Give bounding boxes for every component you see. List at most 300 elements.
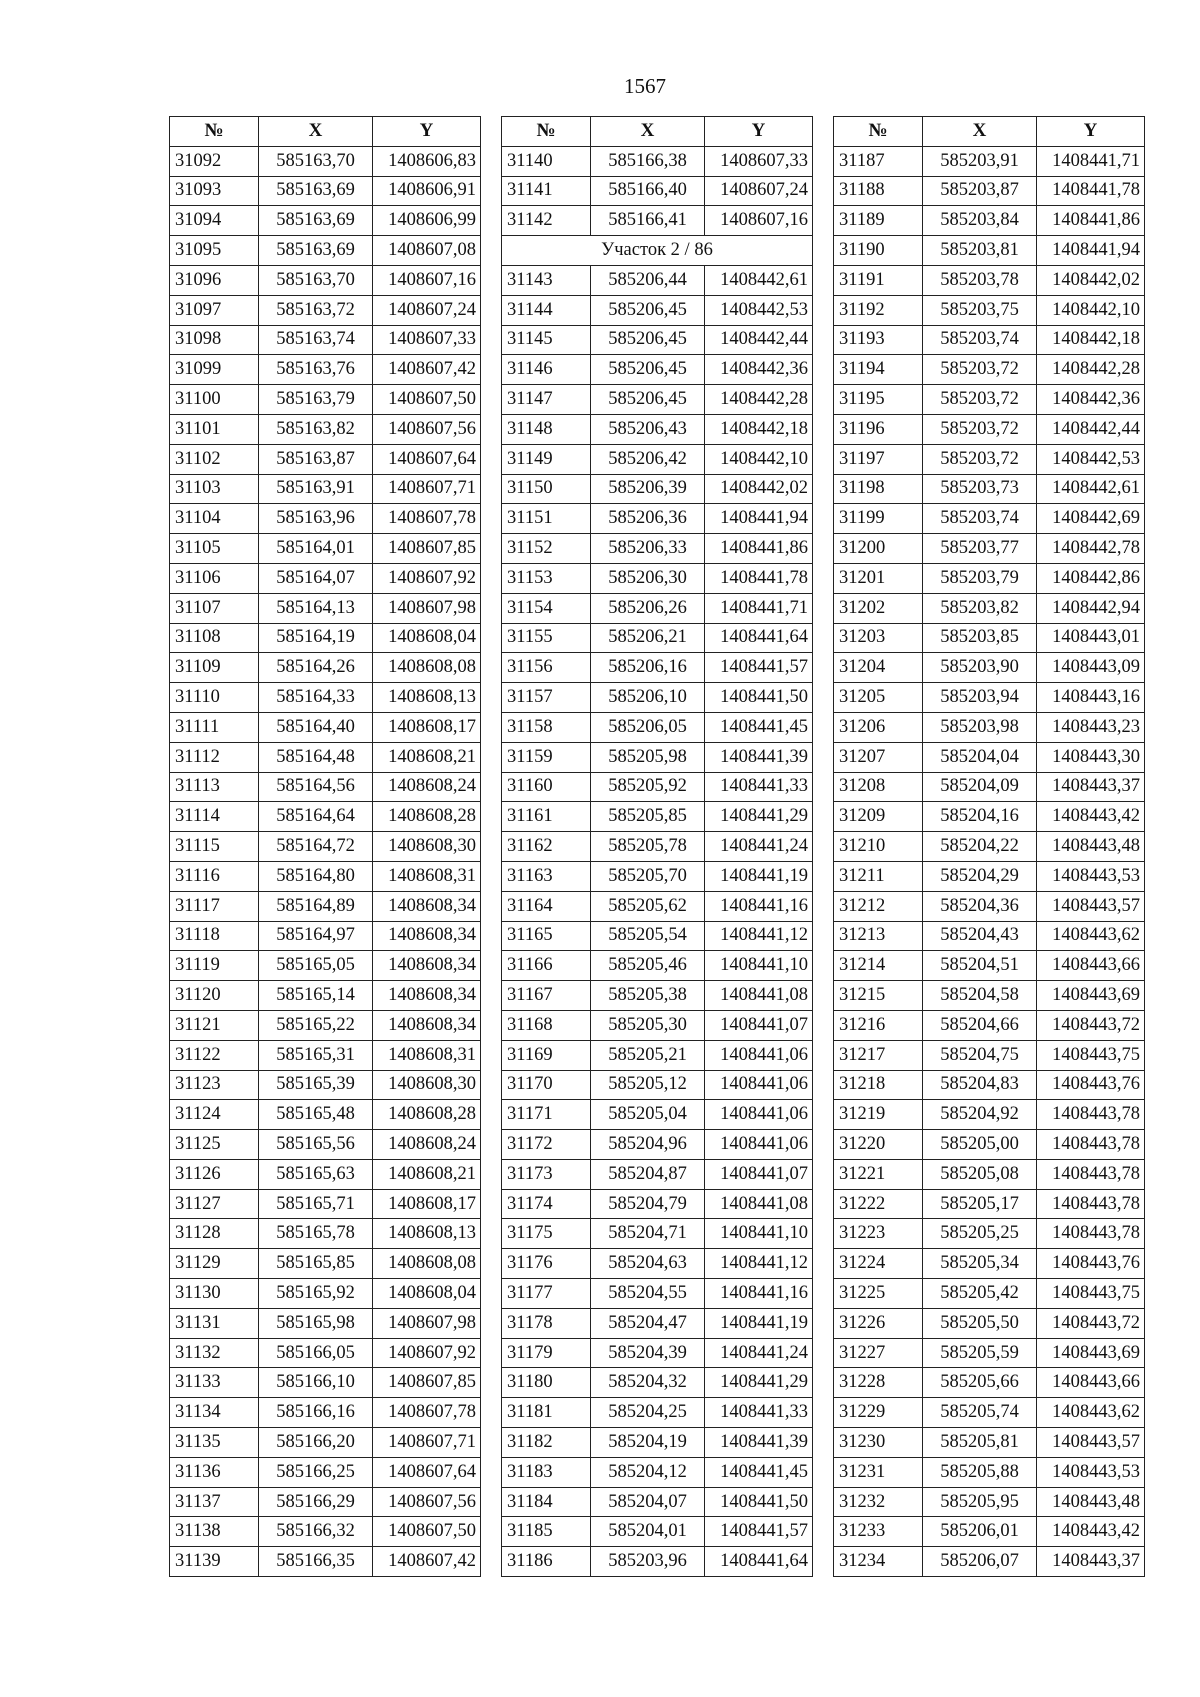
y-coordinate-cell: 1408607,24	[373, 295, 481, 325]
x-coordinate-cell: 585163,69	[259, 176, 373, 206]
y-coordinate-cell: 1408443,48	[1037, 832, 1145, 862]
x-coordinate-cell: 585206,16	[591, 653, 705, 683]
y-coordinate-cell: 1408441,45	[705, 1457, 813, 1487]
table-row	[170, 1189, 481, 1219]
x-coordinate-cell: 585203,91	[923, 146, 1037, 176]
y-coordinate-cell: 1408607,16	[373, 265, 481, 295]
table-row	[170, 1428, 481, 1458]
point-number-cell: 31096	[170, 265, 259, 295]
section-title: Участок 2 / 86	[502, 236, 813, 266]
x-coordinate-cell: 585204,16	[923, 802, 1037, 832]
point-number-cell: 31204	[834, 653, 923, 683]
y-coordinate-cell: 1408443,62	[1037, 921, 1145, 951]
y-coordinate-cell: 1408608,21	[373, 742, 481, 772]
y-coordinate-cell: 1408441,86	[705, 534, 813, 564]
table-row	[170, 414, 481, 444]
column-header-x: X	[923, 117, 1037, 147]
x-coordinate-cell: 585163,70	[259, 265, 373, 295]
x-coordinate-cell: 585204,32	[591, 1368, 705, 1398]
x-coordinate-cell: 585165,14	[259, 981, 373, 1011]
x-coordinate-cell: 585203,84	[923, 206, 1037, 236]
point-number-cell: 31149	[502, 444, 591, 474]
point-number-cell: 31151	[502, 504, 591, 534]
point-number-cell: 31100	[170, 385, 259, 415]
x-coordinate-cell: 585164,72	[259, 832, 373, 862]
table-row	[170, 504, 481, 534]
table-row	[502, 206, 813, 236]
point-number-cell: 31108	[170, 623, 259, 653]
y-coordinate-cell: 1408441,10	[705, 1219, 813, 1249]
table-row	[170, 325, 481, 355]
table-row	[502, 742, 813, 772]
y-coordinate-cell: 1408441,24	[705, 832, 813, 862]
x-coordinate-cell: 585204,47	[591, 1308, 705, 1338]
point-number-cell: 31205	[834, 683, 923, 713]
table-row	[502, 1547, 813, 1577]
point-number-cell: 31189	[834, 206, 923, 236]
x-coordinate-cell: 585203,73	[923, 474, 1037, 504]
point-number-cell: 31209	[834, 802, 923, 832]
table-row	[170, 1308, 481, 1338]
point-number-cell: 31222	[834, 1189, 923, 1219]
point-number-cell: 31103	[170, 474, 259, 504]
x-coordinate-cell: 585206,07	[923, 1547, 1037, 1577]
point-number-cell: 31143	[502, 265, 591, 295]
y-coordinate-cell: 1408441,39	[705, 1428, 813, 1458]
point-number-cell: 31201	[834, 563, 923, 593]
x-coordinate-cell: 585205,25	[923, 1219, 1037, 1249]
point-number-cell: 31102	[170, 444, 259, 474]
point-number-cell: 31226	[834, 1308, 923, 1338]
x-coordinate-cell: 585205,38	[591, 981, 705, 1011]
x-coordinate-cell: 585206,36	[591, 504, 705, 534]
x-coordinate-cell: 585163,82	[259, 414, 373, 444]
x-coordinate-cell: 585206,45	[591, 295, 705, 325]
table-row	[170, 1487, 481, 1517]
table-row	[834, 683, 1145, 713]
point-number-cell: 31219	[834, 1100, 923, 1130]
point-number-cell: 31233	[834, 1517, 923, 1547]
table-row	[170, 146, 481, 176]
y-coordinate-cell: 1408608,17	[373, 1189, 481, 1219]
point-number-cell: 31112	[170, 742, 259, 772]
x-coordinate-cell: 585204,07	[591, 1487, 705, 1517]
x-coordinate-cell: 585205,66	[923, 1368, 1037, 1398]
y-coordinate-cell: 1408441,24	[705, 1338, 813, 1368]
point-number-cell: 31134	[170, 1398, 259, 1428]
table-row	[170, 176, 481, 206]
point-number-cell: 31186	[502, 1547, 591, 1577]
table-row	[170, 1249, 481, 1279]
y-coordinate-cell: 1408441,57	[705, 1517, 813, 1547]
y-coordinate-cell: 1408443,78	[1037, 1219, 1145, 1249]
table-row	[502, 712, 813, 742]
point-number-cell: 31166	[502, 951, 591, 981]
y-coordinate-cell: 1408441,64	[705, 623, 813, 653]
x-coordinate-cell: 585203,72	[923, 414, 1037, 444]
y-coordinate-cell: 1408443,42	[1037, 802, 1145, 832]
point-number-cell: 31194	[834, 355, 923, 385]
x-coordinate-cell: 585206,45	[591, 355, 705, 385]
table-row	[834, 414, 1145, 444]
point-number-cell: 31227	[834, 1338, 923, 1368]
x-coordinate-cell: 585203,82	[923, 593, 1037, 623]
y-coordinate-cell: 1408442,02	[705, 474, 813, 504]
y-coordinate-cell: 1408443,72	[1037, 1308, 1145, 1338]
point-number-cell: 31107	[170, 593, 259, 623]
table-row	[834, 742, 1145, 772]
point-number-cell: 31115	[170, 832, 259, 862]
y-coordinate-cell: 1408607,85	[373, 534, 481, 564]
y-coordinate-cell: 1408607,78	[373, 504, 481, 534]
table-row	[170, 474, 481, 504]
y-coordinate-cell: 1408441,39	[705, 742, 813, 772]
y-coordinate-cell: 1408608,13	[373, 683, 481, 713]
point-number-cell: 31181	[502, 1398, 591, 1428]
x-coordinate-cell: 585205,21	[591, 1040, 705, 1070]
x-coordinate-cell: 585205,88	[923, 1457, 1037, 1487]
point-number-cell: 31119	[170, 951, 259, 981]
y-coordinate-cell: 1408441,06	[705, 1070, 813, 1100]
table-row	[834, 802, 1145, 832]
x-coordinate-cell: 585166,40	[591, 176, 705, 206]
point-number-cell: 31224	[834, 1249, 923, 1279]
point-number-cell: 31216	[834, 1010, 923, 1040]
point-number-cell: 31138	[170, 1517, 259, 1547]
table-row	[170, 623, 481, 653]
y-coordinate-cell: 1408442,10	[1037, 295, 1145, 325]
x-coordinate-cell: 585166,20	[259, 1428, 373, 1458]
x-coordinate-cell: 585203,77	[923, 534, 1037, 564]
table-row	[170, 593, 481, 623]
y-coordinate-cell: 1408441,08	[705, 981, 813, 1011]
y-coordinate-cell: 1408441,16	[705, 891, 813, 921]
y-coordinate-cell: 1408442,86	[1037, 563, 1145, 593]
table-row	[170, 921, 481, 951]
y-coordinate-cell: 1408443,30	[1037, 742, 1145, 772]
x-coordinate-cell: 585204,36	[923, 891, 1037, 921]
y-coordinate-cell: 1408607,33	[373, 325, 481, 355]
table-row	[834, 563, 1145, 593]
point-number-cell: 31206	[834, 712, 923, 742]
x-coordinate-cell: 585165,56	[259, 1130, 373, 1160]
point-number-cell: 31173	[502, 1159, 591, 1189]
table-row	[502, 563, 813, 593]
point-number-cell: 31099	[170, 355, 259, 385]
table-row	[170, 1368, 481, 1398]
point-number-cell: 31165	[502, 921, 591, 951]
point-number-cell: 31125	[170, 1130, 259, 1160]
y-coordinate-cell: 1408607,64	[373, 1457, 481, 1487]
table-row	[834, 891, 1145, 921]
table-row	[502, 1189, 813, 1219]
y-coordinate-cell: 1408441,50	[705, 1487, 813, 1517]
x-coordinate-cell: 585166,10	[259, 1368, 373, 1398]
x-coordinate-cell: 585204,09	[923, 772, 1037, 802]
x-coordinate-cell: 585164,48	[259, 742, 373, 772]
point-number-cell: 31145	[502, 325, 591, 355]
y-coordinate-cell: 1408443,53	[1037, 1457, 1145, 1487]
table-row	[834, 504, 1145, 534]
point-number-cell: 31130	[170, 1279, 259, 1309]
y-coordinate-cell: 1408441,12	[705, 921, 813, 951]
x-coordinate-cell: 585203,74	[923, 325, 1037, 355]
table-row	[834, 653, 1145, 683]
x-coordinate-cell: 585165,22	[259, 1010, 373, 1040]
y-coordinate-cell: 1408443,23	[1037, 712, 1145, 742]
y-coordinate-cell: 1408441,57	[705, 653, 813, 683]
y-coordinate-cell: 1408442,36	[1037, 385, 1145, 415]
x-coordinate-cell: 585203,72	[923, 385, 1037, 415]
table-row	[834, 444, 1145, 474]
point-number-cell: 31106	[170, 563, 259, 593]
y-coordinate-cell: 1408443,42	[1037, 1517, 1145, 1547]
table-row	[170, 1279, 481, 1309]
table-row	[170, 951, 481, 981]
table-row	[834, 1308, 1145, 1338]
point-number-cell: 31195	[834, 385, 923, 415]
point-number-cell: 31172	[502, 1130, 591, 1160]
table-row	[502, 1398, 813, 1428]
point-number-cell: 31220	[834, 1130, 923, 1160]
y-coordinate-cell: 1408441,19	[705, 861, 813, 891]
y-coordinate-cell: 1408441,16	[705, 1279, 813, 1309]
point-number-cell: 31223	[834, 1219, 923, 1249]
point-number-cell: 31137	[170, 1487, 259, 1517]
point-number-cell: 31113	[170, 772, 259, 802]
table-row	[834, 981, 1145, 1011]
x-coordinate-cell: 585163,69	[259, 236, 373, 266]
table-row	[834, 1130, 1145, 1160]
x-coordinate-cell: 585204,63	[591, 1249, 705, 1279]
point-number-cell: 31163	[502, 861, 591, 891]
table-row	[502, 772, 813, 802]
x-coordinate-cell: 585203,96	[591, 1547, 705, 1577]
y-coordinate-cell: 1408606,99	[373, 206, 481, 236]
table-row	[834, 1159, 1145, 1189]
table-row	[834, 325, 1145, 355]
table-row	[834, 1010, 1145, 1040]
point-number-cell: 31190	[834, 236, 923, 266]
point-number-cell: 31092	[170, 146, 259, 176]
y-coordinate-cell: 1408442,94	[1037, 593, 1145, 623]
y-coordinate-cell: 1408443,69	[1037, 1338, 1145, 1368]
point-number-cell: 31160	[502, 772, 591, 802]
point-number-cell: 31225	[834, 1279, 923, 1309]
table-row	[834, 593, 1145, 623]
point-number-cell: 31129	[170, 1249, 259, 1279]
point-number-cell: 31111	[170, 712, 259, 742]
point-number-cell: 31182	[502, 1428, 591, 1458]
point-number-cell: 31188	[834, 176, 923, 206]
point-number-cell: 31147	[502, 385, 591, 415]
table-row	[502, 1517, 813, 1547]
point-number-cell: 31128	[170, 1219, 259, 1249]
point-number-cell: 31177	[502, 1279, 591, 1309]
x-coordinate-cell: 585205,04	[591, 1100, 705, 1130]
y-coordinate-cell: 1408607,56	[373, 414, 481, 444]
x-coordinate-cell: 585204,55	[591, 1279, 705, 1309]
table-row	[834, 1189, 1145, 1219]
y-coordinate-cell: 1408441,19	[705, 1308, 813, 1338]
x-coordinate-cell: 585165,05	[259, 951, 373, 981]
table-row	[170, 1100, 481, 1130]
point-number-cell: 31141	[502, 176, 591, 206]
point-number-cell: 31213	[834, 921, 923, 951]
x-coordinate-cell: 585204,75	[923, 1040, 1037, 1070]
table-row	[834, 1398, 1145, 1428]
table-row	[502, 1279, 813, 1309]
x-coordinate-cell: 585164,89	[259, 891, 373, 921]
y-coordinate-cell: 1408443,16	[1037, 683, 1145, 713]
table-row	[170, 802, 481, 832]
point-number-cell: 31211	[834, 861, 923, 891]
x-coordinate-cell: 585204,22	[923, 832, 1037, 862]
x-coordinate-cell: 585206,01	[923, 1517, 1037, 1547]
x-coordinate-cell: 585205,95	[923, 1487, 1037, 1517]
y-coordinate-cell: 1408443,66	[1037, 1368, 1145, 1398]
table-row	[502, 1130, 813, 1160]
table-row	[502, 176, 813, 206]
x-coordinate-cell: 585206,10	[591, 683, 705, 713]
table-row	[834, 1517, 1145, 1547]
table-header-row	[170, 117, 481, 147]
y-coordinate-cell: 1408607,78	[373, 1398, 481, 1428]
point-number-cell: 31168	[502, 1010, 591, 1040]
table-row	[170, 683, 481, 713]
point-number-cell: 31142	[502, 206, 591, 236]
point-number-cell: 31152	[502, 534, 591, 564]
y-coordinate-cell: 1408441,06	[705, 1100, 813, 1130]
x-coordinate-cell: 585163,91	[259, 474, 373, 504]
y-coordinate-cell: 1408608,34	[373, 891, 481, 921]
point-number-cell: 31093	[170, 176, 259, 206]
table-row	[170, 355, 481, 385]
y-coordinate-cell: 1408441,33	[705, 1398, 813, 1428]
table-row	[834, 474, 1145, 504]
y-coordinate-cell: 1408608,34	[373, 921, 481, 951]
x-coordinate-cell: 585163,72	[259, 295, 373, 325]
point-number-cell: 31121	[170, 1010, 259, 1040]
table-row	[834, 1279, 1145, 1309]
x-coordinate-cell: 585165,85	[259, 1249, 373, 1279]
y-coordinate-cell: 1408607,24	[705, 176, 813, 206]
table-row	[502, 1368, 813, 1398]
x-coordinate-cell: 585166,29	[259, 1487, 373, 1517]
point-number-cell: 31116	[170, 861, 259, 891]
x-coordinate-cell: 585166,25	[259, 1457, 373, 1487]
table-row	[502, 1010, 813, 1040]
table-row	[834, 1457, 1145, 1487]
y-coordinate-cell: 1408442,44	[1037, 414, 1145, 444]
table-row	[502, 1040, 813, 1070]
x-coordinate-cell: 585164,64	[259, 802, 373, 832]
point-number-cell: 31150	[502, 474, 591, 504]
y-coordinate-cell: 1408608,34	[373, 981, 481, 1011]
table-row	[502, 921, 813, 951]
point-number-cell: 31126	[170, 1159, 259, 1189]
x-coordinate-cell: 585166,41	[591, 206, 705, 236]
table-row	[834, 265, 1145, 295]
y-coordinate-cell: 1408607,50	[373, 385, 481, 415]
table-row	[502, 295, 813, 325]
x-coordinate-cell: 585206,45	[591, 325, 705, 355]
section-row	[502, 236, 813, 266]
point-number-cell: 31136	[170, 1457, 259, 1487]
table-row	[834, 832, 1145, 862]
point-number-cell: 31176	[502, 1249, 591, 1279]
table-row	[834, 1249, 1145, 1279]
point-number-cell: 31210	[834, 832, 923, 862]
table-row	[170, 206, 481, 236]
y-coordinate-cell: 1408607,33	[705, 146, 813, 176]
y-coordinate-cell: 1408442,36	[705, 355, 813, 385]
table-row	[170, 1398, 481, 1428]
point-number-cell: 31123	[170, 1070, 259, 1100]
x-coordinate-cell: 585204,01	[591, 1517, 705, 1547]
point-number-cell: 31101	[170, 414, 259, 444]
y-coordinate-cell: 1408441,07	[705, 1159, 813, 1189]
x-coordinate-cell: 585163,96	[259, 504, 373, 534]
table-row	[834, 355, 1145, 385]
point-number-cell: 31098	[170, 325, 259, 355]
point-number-cell: 31217	[834, 1040, 923, 1070]
table-row	[170, 1010, 481, 1040]
x-coordinate-cell: 585163,79	[259, 385, 373, 415]
y-coordinate-cell: 1408441,71	[705, 593, 813, 623]
y-coordinate-cell: 1408441,64	[705, 1547, 813, 1577]
x-coordinate-cell: 585203,90	[923, 653, 1037, 683]
table-row	[502, 534, 813, 564]
y-coordinate-cell: 1408608,08	[373, 653, 481, 683]
point-number-cell: 31132	[170, 1338, 259, 1368]
column-header-y: Y	[373, 117, 481, 147]
point-number-cell: 31117	[170, 891, 259, 921]
y-coordinate-cell: 1408441,33	[705, 772, 813, 802]
x-coordinate-cell: 585204,29	[923, 861, 1037, 891]
table-row	[502, 891, 813, 921]
x-coordinate-cell: 585164,07	[259, 563, 373, 593]
point-number-cell: 31214	[834, 951, 923, 981]
y-coordinate-cell: 1408443,62	[1037, 1398, 1145, 1428]
point-number-cell: 31139	[170, 1547, 259, 1577]
y-coordinate-cell: 1408442,18	[705, 414, 813, 444]
table-row	[170, 742, 481, 772]
point-number-cell: 31157	[502, 683, 591, 713]
point-number-cell: 31105	[170, 534, 259, 564]
table-row	[502, 593, 813, 623]
point-number-cell: 31175	[502, 1219, 591, 1249]
y-coordinate-cell: 1408441,08	[705, 1189, 813, 1219]
table-row	[502, 504, 813, 534]
y-coordinate-cell: 1408608,34	[373, 951, 481, 981]
table-row	[502, 414, 813, 444]
y-coordinate-cell: 1408441,94	[1037, 236, 1145, 266]
x-coordinate-cell: 585164,26	[259, 653, 373, 683]
table-row	[170, 563, 481, 593]
y-coordinate-cell: 1408441,06	[705, 1130, 813, 1160]
y-coordinate-cell: 1408443,76	[1037, 1070, 1145, 1100]
point-number-cell: 31228	[834, 1368, 923, 1398]
x-coordinate-cell: 585204,39	[591, 1338, 705, 1368]
y-coordinate-cell: 1408607,98	[373, 593, 481, 623]
x-coordinate-cell: 585165,92	[259, 1279, 373, 1309]
table-row	[170, 1338, 481, 1368]
x-coordinate-cell: 585205,08	[923, 1159, 1037, 1189]
column-header-y: Y	[1037, 117, 1145, 147]
y-coordinate-cell: 1408608,13	[373, 1219, 481, 1249]
y-coordinate-cell: 1408607,92	[373, 563, 481, 593]
